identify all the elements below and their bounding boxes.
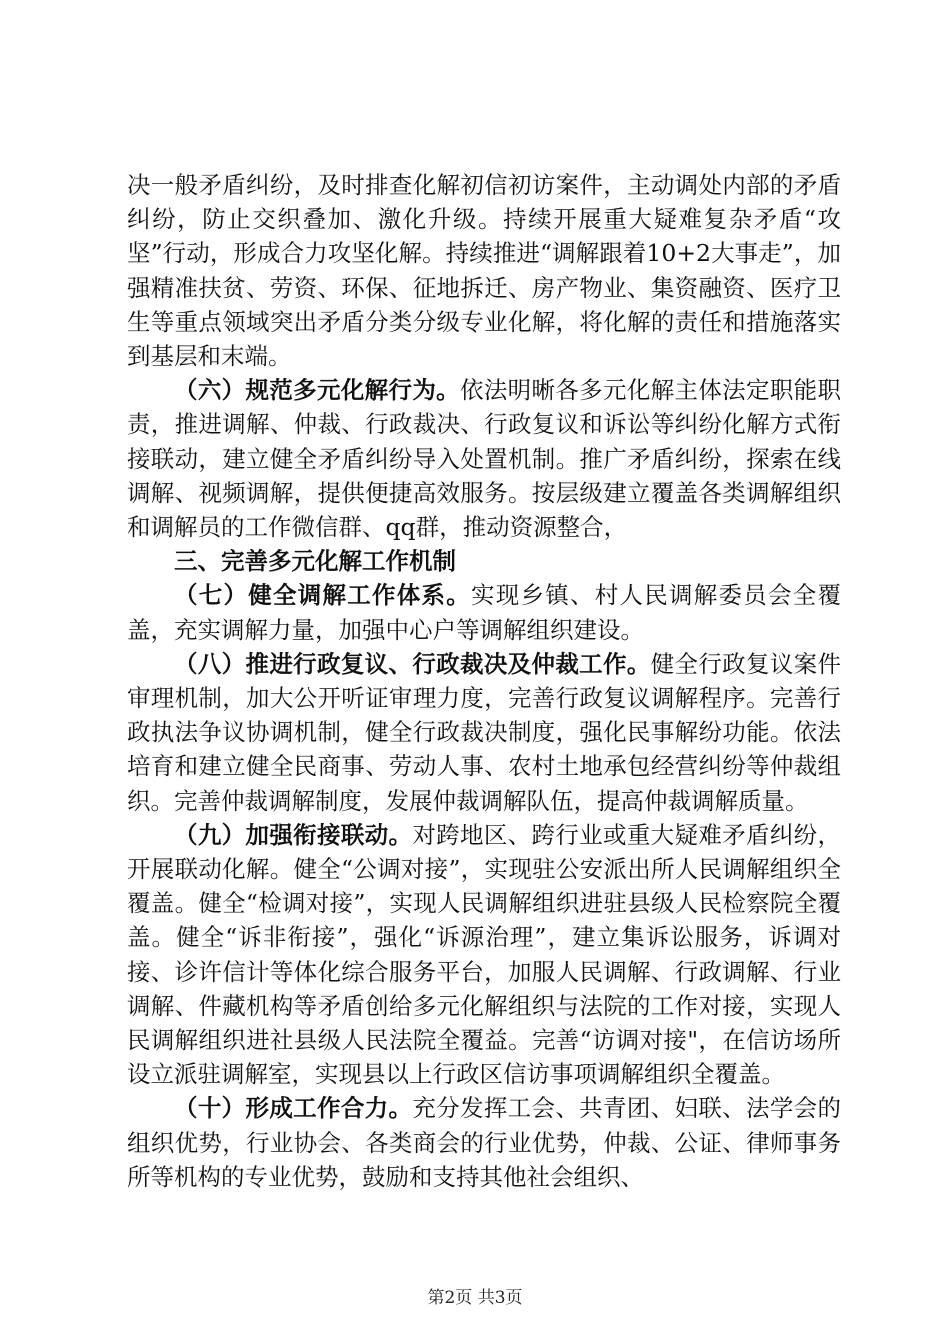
paragraph-nine-body: 对跨地区、跨行业或重大疑难矛盾纠纷，开展联动化解。健全“公调对接”，实现驻公安派出所人民调解组织全覆盖。健全“检调对接”，实现人民调解组织进驻县级人民检察院全覆盖。健全“诉非衔接”，强化“诉源治理”，建立集诉讼服务，诉调对接、诊许信计等体化综合服务平台，加服人民调解、行政调解、行业调解、件藏机构等矛盾创给多元化解组织与法院的工作对接，实现人民调解组织进社县级人民法院全覆益。完善“访调对接"，在信访场所设立派驻调解室，实现县以上行政区信访事项调解组织全覆盖。: [127, 820, 842, 1089]
document-body: [127, 168, 841, 1194]
paragraph-nine: [127, 818, 841, 1092]
page-footer: 第2页 共3页: [427, 1288, 523, 1308]
paragraph-seven-lead: （七）健全调解工作体系。: [174, 581, 471, 610]
paragraph-ten-body: 充分发挥工会、共青团、妇联、法学会的组织优势，行业协会、各类商会的行业优势，仲裁、公证、律师事务所等机构的专业优势，鼓励和支持其他社会组织、: [127, 1094, 842, 1191]
paragraph-eight-body: 健全行政复议案件审理机制，加大公开听证审理力度，完善行政复议调解程序。完善行政执法争议协调机制，健全行政裁决制度，强化民事解纷功能。依法培育和建立健全民商事、劳动人事、农村土地承包经营纠纷等仲裁组织。完善仲裁调解制度，发展仲裁调解队伍，提高仲裁调解质量。: [127, 649, 842, 815]
section-heading-three: 三、完善多元化解工作机制: [174, 547, 456, 576]
paragraph-six: [127, 373, 841, 544]
paragraph-eight-lead: （八）推进行政复议、行政裁决及仲裁工作。: [174, 649, 651, 678]
paragraph-eight: [127, 647, 841, 818]
paragraph-six-body: 依法明晰各多元化解主体法定职能职责，推进调解、仲裁、行政裁决、行政复议和诉讼等纠纷化解方式衔接联动，建立健全矛盾纠纷导入处置机制。推广矛盾纠纷，探索在线调解、视频调解，提供便捷高效服务。按层级建立覆盖各类调解组织和调解员的工作微信群、qq群，推动资源整合，: [127, 376, 841, 542]
paragraph-seven-body: 实现乡镇、村人民调解委员会全覆盖，充实调解力量，加强中心户等调解组织建设。: [127, 581, 841, 644]
paragraph-seven: [127, 578, 841, 646]
paragraph-six-lead: （六）规范多元化解行为。: [174, 376, 460, 405]
paragraph-continued: 决一般矛盾纠纷，及时排查化解初信初访案件，主动调处内部的矛盾纠纷，防止交织叠加、激化升级。持续开展重大疑难复杂矛盾“攻坚”行动，形成合力攻坚化解。持续推进“调解跟着10+2大事走”，加强精准扶贫、劳资、环保、征地拆迁、房产物业、集资融资、医疗卫生等重点领域突出矛盾分类分级专业化解，将化解的责任和措施落实到基层和末端。: [127, 171, 841, 371]
paragraph-nine-lead: （九）加强衔接联动。: [174, 820, 413, 849]
paragraph-ten-lead: （十）形成工作合力。: [174, 1094, 413, 1123]
paragraph-ten: [127, 1091, 841, 1194]
